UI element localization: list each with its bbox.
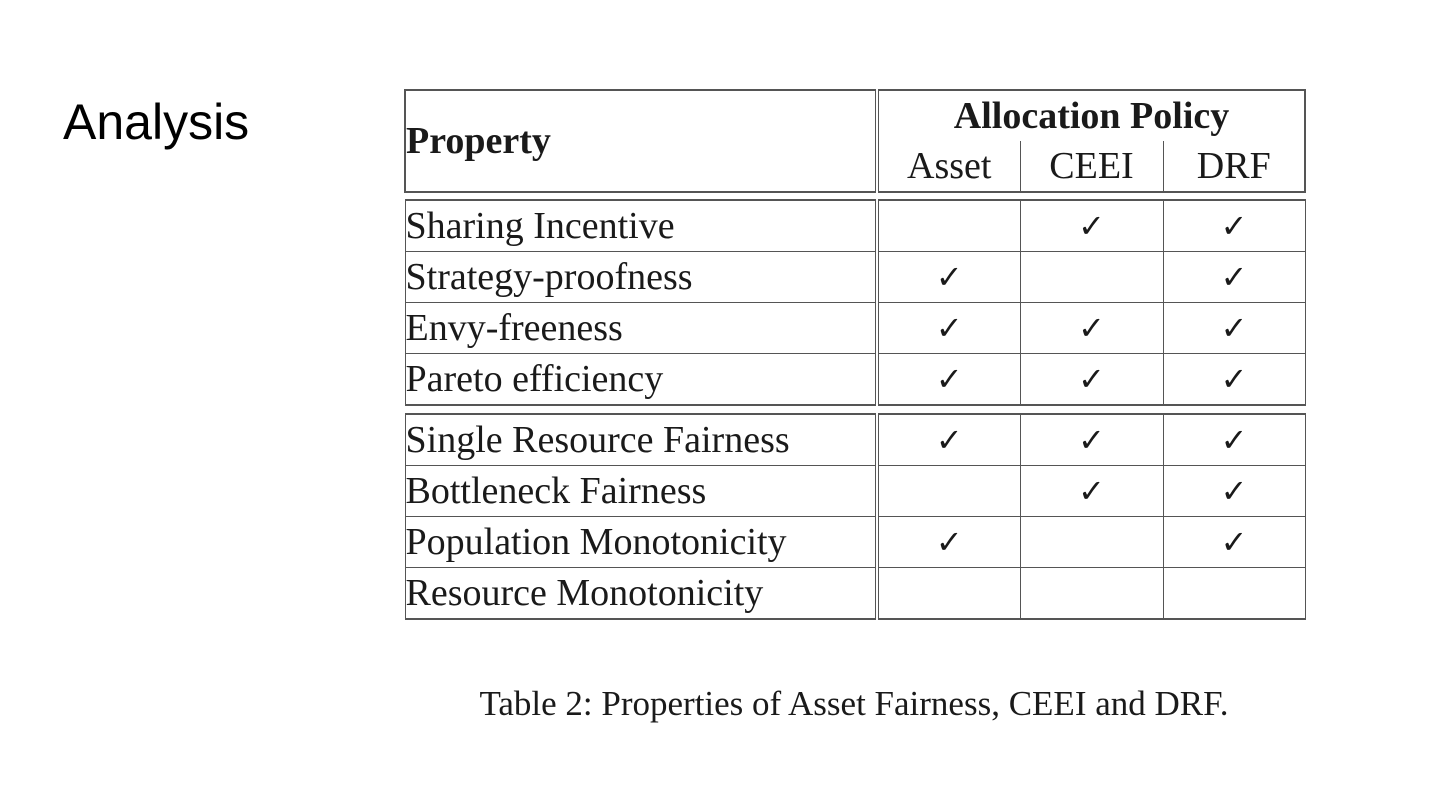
property-name: Strategy-proofness — [405, 252, 877, 303]
table-row — [405, 466, 1305, 517]
check-icon-ceei: ✓ — [1020, 200, 1163, 252]
slide-title: Analysis — [63, 94, 250, 150]
empty-cell-ceei — [1020, 568, 1163, 620]
property-group-core — [405, 200, 1305, 405]
check-icon-asset: ✓ — [877, 252, 1020, 303]
table-row — [405, 354, 1305, 406]
table-row — [405, 568, 1305, 620]
property-name: Sharing Incentive — [405, 200, 877, 252]
check-icon-drf: ✓ — [1163, 252, 1305, 303]
properties-table-figure — [404, 89, 1304, 620]
empty-cell-ceei — [1020, 252, 1163, 303]
allocation-policy-header: Allocation Policy — [877, 90, 1305, 141]
table-row — [405, 252, 1305, 303]
check-icon-asset: ✓ — [877, 517, 1020, 568]
table-row — [405, 303, 1305, 354]
column-header-drf: DRF — [1163, 141, 1305, 192]
empty-cell-asset — [877, 466, 1020, 517]
check-icon-drf: ✓ — [1163, 303, 1305, 354]
empty-cell-ceei — [1020, 517, 1163, 568]
table-row — [405, 517, 1305, 568]
check-icon-ceei: ✓ — [1020, 414, 1163, 466]
check-icon-drf: ✓ — [1163, 354, 1305, 406]
check-icon-ceei: ✓ — [1020, 303, 1163, 354]
property-name: Bottleneck Fairness — [405, 466, 877, 517]
property-group-additional — [405, 414, 1305, 619]
property-name: Population Monotonicity — [405, 517, 877, 568]
check-icon-asset: ✓ — [877, 414, 1020, 466]
table-row — [405, 414, 1305, 466]
check-icon-asset: ✓ — [877, 354, 1020, 406]
column-header-asset: Asset — [877, 141, 1020, 192]
property-name: Single Resource Fairness — [405, 414, 877, 466]
properties-table — [404, 89, 1306, 620]
empty-cell-asset — [877, 568, 1020, 620]
check-icon-ceei: ✓ — [1020, 354, 1163, 406]
property-column-header: Property — [405, 90, 877, 192]
empty-cell-drf — [1163, 568, 1305, 620]
check-icon-drf: ✓ — [1163, 414, 1305, 466]
check-icon-ceei: ✓ — [1020, 466, 1163, 517]
column-header-ceei: CEEI — [1020, 141, 1163, 192]
empty-cell-asset — [877, 200, 1020, 252]
property-name: Envy-freeness — [405, 303, 877, 354]
check-icon-asset: ✓ — [877, 303, 1020, 354]
property-name: Resource Monotonicity — [405, 568, 877, 620]
check-icon-drf: ✓ — [1163, 517, 1305, 568]
table-row — [405, 200, 1305, 252]
property-name: Pareto efficiency — [405, 354, 877, 406]
check-icon-drf: ✓ — [1163, 466, 1305, 517]
table-caption: Table 2: Properties of Asset Fairness, CEEI and DRF. — [479, 684, 1229, 723]
check-icon-drf: ✓ — [1163, 200, 1305, 252]
